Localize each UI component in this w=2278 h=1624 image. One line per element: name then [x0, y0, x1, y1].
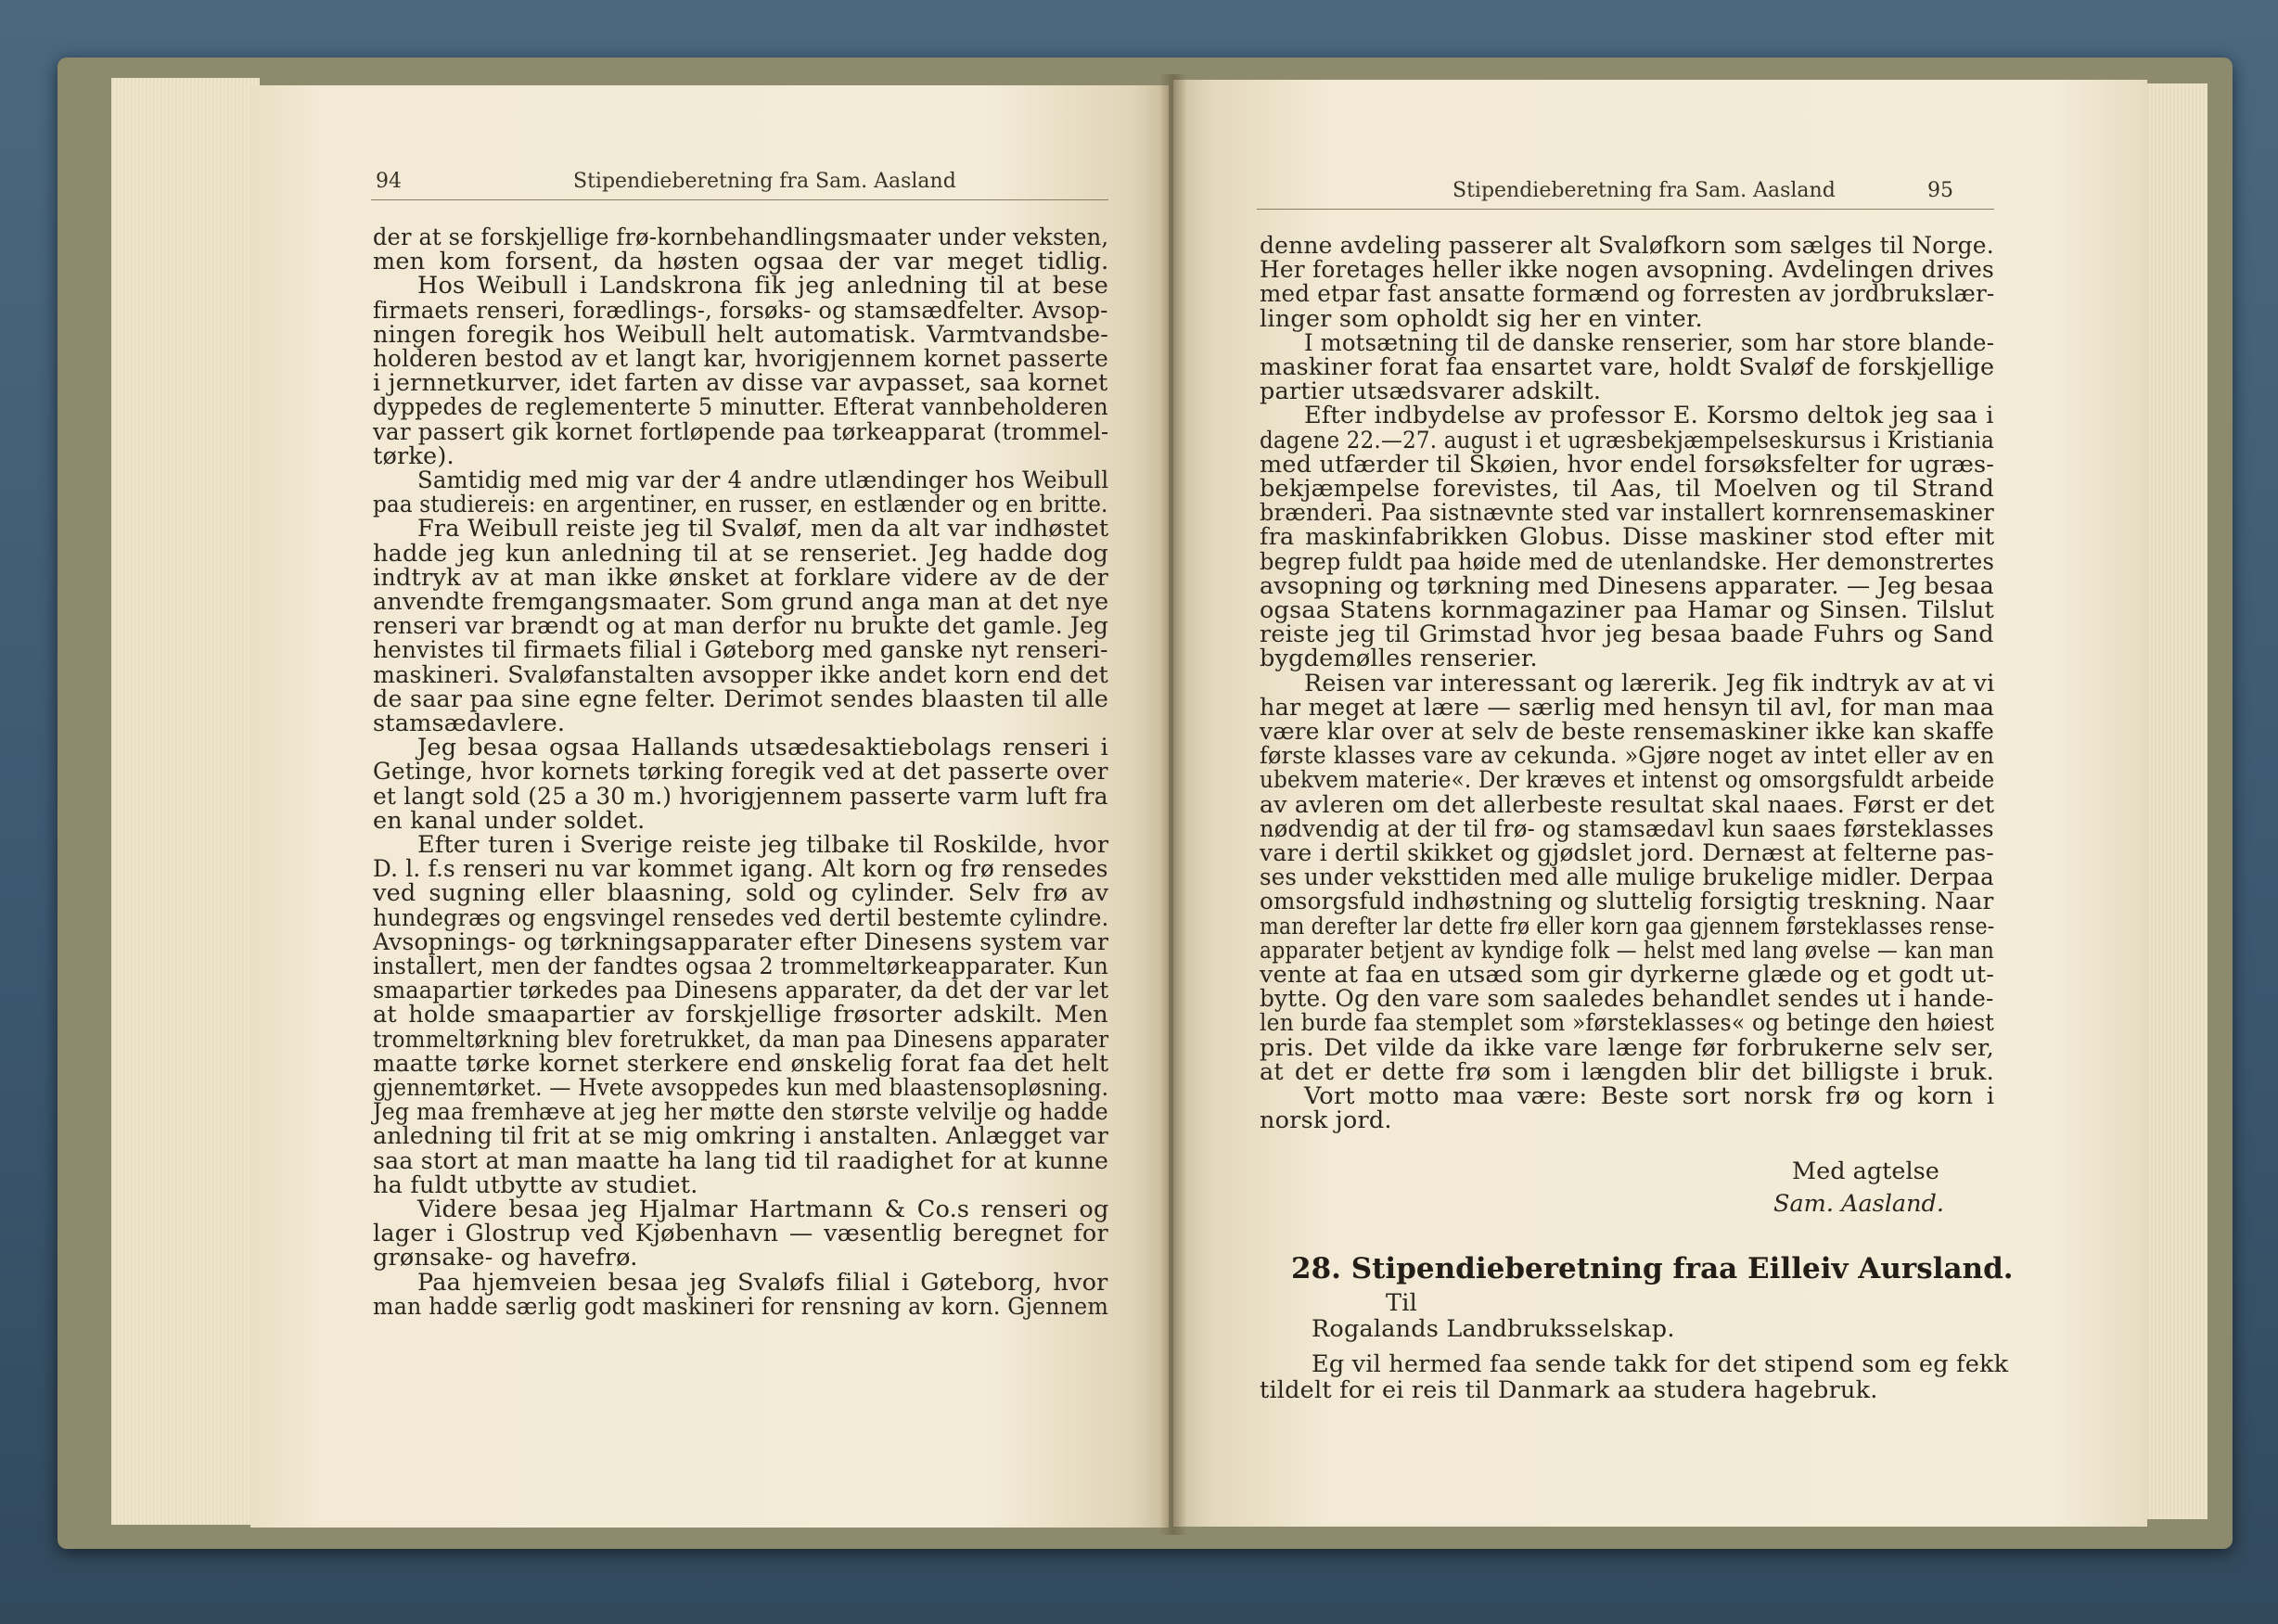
text-line: lager i Glostrup ved Kjøbenhavn — væsentlig beregnet for	[373, 1220, 1108, 1248]
text-line: paa studiereis: en argentiner, en russer, en estlænder og en britte.	[373, 491, 1108, 519]
text-line: denne avdeling passerer alt Svaløfkorn som sælges til Norge.	[1260, 232, 1994, 260]
text-line: første klasses vare av cekunda. »Gjøre noget av intet eller av en	[1260, 742, 1995, 771]
text-line: begrep fuldt paa høide med de utenlandske. Her demonstrertes	[1260, 547, 1994, 576]
text-line: Jeg besaa ogsaa Hallands utsædesaktiebolags renseri i	[417, 734, 1108, 762]
text-line: Her foretages heller ikke nogen avsopning. Avdelingen drives	[1260, 256, 1994, 285]
text-line: Paa hjemveien besaa jeg Svaløfs filial i Gøteborg, hvor	[417, 1268, 1108, 1297]
text-line: ubekvem materie«. Der kræves et intenst og omsorgsfuldt arbeide	[1260, 766, 1995, 795]
text-line: I motsætning til de danske renserier, som har store blande-	[1304, 328, 1995, 357]
text-line: smaapartier tørkedes paa Dinesens apparater, da det der var let	[373, 977, 1109, 1005]
text-line: vare i dertil skikket og gjødslet jord. Dernæst at felterne pas-	[1260, 839, 1994, 867]
text-line: med utfærder til Skøien, hvor endel forsøksfelter for ugræs-	[1260, 450, 1995, 479]
text-line: Samtidig med mig var der 4 andre utlændinger hos Weibull	[417, 467, 1109, 494]
text-line: norsk jord.	[1260, 1106, 1392, 1135]
text-line: Eg vil hermed faa sende takk for det stipend som eg fekk	[1312, 1350, 2009, 1378]
text-line: apparater betjent av kyndige folk — helst med lang øvelse — kan man	[1260, 936, 1994, 965]
text-line: anvendte fremgangsmaater. Som grund anga man at det nye	[373, 588, 1109, 616]
text-line: man derefter lar dette frø eller korn gaa gjennem førsteklasses rense-	[1260, 912, 1995, 940]
text-line: et langt sold (25 a 30 m.) hvorigjennem passerte varm luft fra	[373, 782, 1108, 811]
text-line: Hos Weibull i Landskrona fik jeg anledning til at bese	[417, 272, 1109, 301]
text-line: indtryk av at man ikke ønsket at forklare videre av de der	[373, 563, 1109, 592]
text-line: avsopning og tørkning med Dinesens apparater. — Jeg besaa	[1260, 571, 1994, 600]
text-line: men kom forsent, da høsten ogsaa der var meget tidlig.	[373, 248, 1109, 276]
text-line: fra maskinfabrikken Globus. Disse maskiner stod efter mit	[1260, 523, 1995, 552]
text-line: bygdemølles renserier.	[1260, 645, 1538, 673]
text-line: tørke).	[373, 441, 454, 470]
text-line: Rogalands Landbruksselskap.	[1312, 1315, 1675, 1343]
text-line: hadde jeg kun anledning til at se renseriet. Jeg hadde dog	[373, 539, 1109, 568]
text-line: nødvendig at der til frø- og stamsædavl kun saaes førsteklasses	[1260, 814, 1994, 843]
left-header-rule	[371, 199, 1108, 200]
text-line: man hadde særlig godt maskineri for rensning av korn. Gjennem	[373, 1292, 1109, 1321]
text-line: stamsædavlere.	[373, 710, 566, 737]
text-line: bytte. Og den vare som saaledes behandlet sendes ut i hande-	[1260, 985, 1994, 1014]
right-header-rule	[1257, 209, 1994, 210]
text-line: len burde faa stemplet som »førsteklasses« og betinge den høiest	[1260, 1009, 1994, 1038]
text-line: bekjæmpelse forevistes, til Aas, til Moelven og til Strand	[1260, 475, 1995, 503]
text-line: tildelt for ei reis til Danmark aa studera hagebruk.	[1260, 1376, 1878, 1404]
text-line: Vort motto maa være: Beste sort norsk frø og korn i	[1304, 1082, 1995, 1110]
text-line: maskineri. Svaløfanstalten avsopper ikke andet korn end det	[373, 660, 1109, 689]
text-line: holderen bestod av et langt kar, hvorigjennem kornet passerte	[373, 345, 1109, 373]
text-line: Reisen var interessant og lærerik. Jeg fik indtryk av at vi	[1304, 669, 1995, 697]
text-line: gjennemtørket. — Hvete avsoppedes kun med blaastensopløsning.	[373, 1074, 1109, 1102]
text-line: maatte tørke kornet sterkere end ønskelig forat faa det helt	[373, 1049, 1109, 1078]
text-line: være klar over at selv de beste rensemaskiner ikke kan skaffe	[1260, 718, 1994, 746]
text-line: reiste jeg til Grimstad hvor jeg besaa baade Fuhrs og Sand	[1260, 620, 1994, 649]
text-line: har meget at lære — særlig med hensyn til avl, for man maa	[1260, 693, 1995, 722]
text-line: dagene 22.—27. august i et ugræsbekjæmpelseskursus i Kristiania	[1260, 426, 1995, 454]
text-line: Efter indbydelse av professor E. Korsmo deltok jeg saa i	[1304, 402, 1994, 430]
book-gutter	[1159, 74, 1187, 1535]
text-line: Avsopnings- og tørkningsapparater efter Dinesens system var	[373, 927, 1109, 956]
text-line: henvistes til firmaets filial i Gøteborg med ganske nyt renseri-	[373, 636, 1108, 665]
text-line: firmaets renseri, forædlings-, forsøks- og stamsædfelter. Avsop-	[373, 296, 1108, 325]
text-line: Fra Weibull reiste jeg til Svaløf, men da alt var indhøstet	[417, 515, 1109, 543]
text-line: en kanal under soldet.	[373, 806, 646, 835]
text-line: maskiner forat faa ensartet vare, holdt Svaløf de forskjellige	[1260, 353, 1995, 381]
text-line: Getinge, hvor kornets tørking foregik ved at det passerte over	[373, 758, 1108, 786]
text-line: grønsake- og havefrø.	[373, 1244, 638, 1272]
text-line: hundegræs og engsvingel rensedes ved dertil bestemte cylindre.	[373, 903, 1109, 932]
right-running-title: Stipendieberetning fra Sam. Aasland	[1453, 179, 1836, 202]
text-line: saa stort at man maatte ha lang tid til raadighet for at kunne	[373, 1146, 1109, 1175]
text-line: i jernnetkurver, idet farten av disse var avpasset, saa kornet	[373, 369, 1108, 398]
text-line: var passert gik kornet fortløpende paa tørkeapparat (trommel-	[373, 417, 1109, 446]
section-title: 28. Stipendieberetning fraa Eilleiv Aursland.	[1291, 1252, 2014, 1285]
text-line: partier utsædsvarer adskilt.	[1260, 377, 1602, 406]
left-running-title: Stipendieberetning fra Sam. Aasland	[573, 170, 956, 193]
text-line: der at se forskjellige frø-kornbehandlingsmaater under veksten,	[373, 224, 1109, 251]
text-line: ha fuldt utbytte av studiet.	[373, 1170, 698, 1199]
text-line: at det er dette frø som i længden blir det billigste i bruk.	[1260, 1057, 1994, 1086]
closing-phrase: Med agtelse	[1792, 1157, 1939, 1185]
text-line: dyppedes de reglementerte 5 minutter. Efterat vannbeholderen	[373, 393, 1108, 422]
text-line: av avleren om det allerbeste resultat skal naaes. Først er det	[1260, 790, 1995, 819]
text-line: renseri var brændt og at man derfor nu brukte det gamle. Jeg	[373, 612, 1109, 641]
text-line: brænderi. Paa sistnævnte sted var installert kornrensemaskiner	[1260, 499, 1994, 528]
text-line: linger som opholdt sig her en vinter.	[1260, 304, 1703, 333]
text-line: pris. Det vilde da ikke vare længe før forbrukerne selv ser,	[1260, 1033, 1994, 1062]
right-page-number: 95	[1927, 179, 1953, 202]
text-line: ningen foregik hos Weibull helt automatisk. Varmtvandsbe-	[373, 320, 1109, 349]
text-line: at holde smaapartier av forskjellige frøsorter adskilt. Men	[373, 1001, 1108, 1029]
text-line: ved sugning eller blaasning, sold og cylinder. Selv frø av	[373, 879, 1109, 908]
page-edges-left	[111, 78, 260, 1525]
text-line: trommeltørkning blev foretrukket, da man paa Dinesens apparater	[373, 1025, 1109, 1054]
left-page-number: 94	[376, 170, 402, 193]
text-line: vente at faa en utsæd som gir dyrkerne glæde og et godt ut-	[1260, 961, 1995, 989]
text-line: D. l. f.s renseri nu var kommet igang. Alt korn og frø rensedes	[373, 855, 1108, 884]
text-line: ses under veksttiden med alle mulige brukelige midler. Derpaa	[1260, 863, 1994, 892]
text-line: Til	[1386, 1289, 1417, 1317]
text-line: med etpar fast ansatte formænd og forresten av jordbrukslær-	[1260, 280, 1995, 309]
text-line: omsorgsfuld indhøstning og sluttelig forsigtig treskning. Naar	[1260, 888, 1994, 916]
text-line: de saar paa sine egne felter. Derimot sendes blaasten til alle	[373, 684, 1109, 713]
text-line: ogsaa Statens kornmagaziner paa Hamar og Sinsen. Tilslut	[1260, 596, 1994, 624]
text-line: Videre besaa jeg Hjalmar Hartmann & Co.s renseri og	[417, 1196, 1109, 1223]
signature: Sam. Aasland.	[1773, 1190, 1944, 1218]
text-line: installert, men der fandtes ogsaa 2 trommeltørkeapparater. Kun	[373, 953, 1109, 980]
text-line: anledning til frit at se mig omkring i anstalten. Anlægget var	[373, 1122, 1109, 1151]
text-line: Efter turen i Sverige reiste jeg tilbake til Roskilde, hvor	[417, 831, 1109, 859]
text-line: Jeg maa fremhæve at jeg her møtte den største velvilje og hadde	[373, 1098, 1108, 1127]
